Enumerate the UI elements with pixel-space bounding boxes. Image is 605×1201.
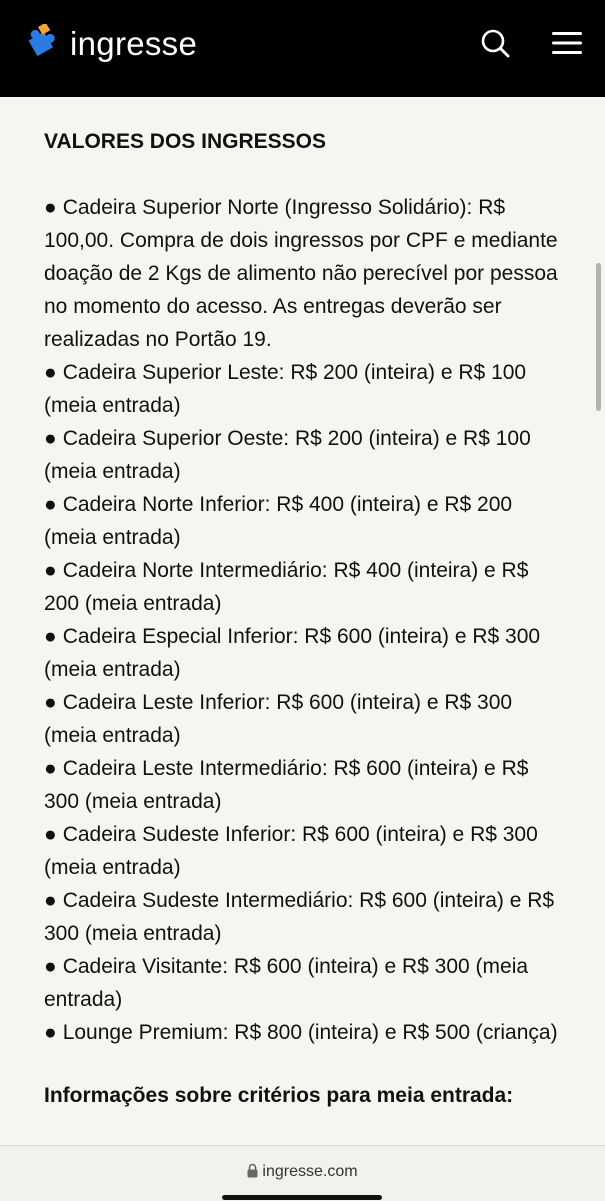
price-item-text: Cadeira Especial Inferior: R$ 600 (inteira) e R$ 300 (meia entrada) xyxy=(44,625,541,681)
bullet-marker: ● xyxy=(44,1021,57,1044)
page-scrollbar[interactable] xyxy=(596,263,601,411)
price-list-item xyxy=(44,884,564,950)
price-item-text: Cadeira Leste Intermediário: R$ 600 (inteira) e R$ 300 (meia entrada) xyxy=(44,757,529,813)
price-item-text: Cadeira Superior Oeste: R$ 200 (inteira) e R$ 100 (meia entrada) xyxy=(44,427,531,483)
lock-icon xyxy=(247,1163,258,1178)
price-item-text: Cadeira Norte Intermediário: R$ 400 (inteira) e R$ 200 (meia entrada) xyxy=(44,559,529,615)
info-title: Informações sobre critérios para meia entrada: xyxy=(44,1084,514,1107)
price-item-text: Cadeira Superior Leste: R$ 200 (inteira) e R$ 100 (meia entrada) xyxy=(44,361,527,417)
bullet-marker: ● xyxy=(44,691,57,714)
brand-name[interactable]: ingresse xyxy=(70,25,198,62)
price-list-item xyxy=(44,818,564,884)
price-list-item xyxy=(44,950,564,1016)
price-list-item xyxy=(44,620,564,686)
price-item-text: Cadeira Leste Inferior: R$ 600 (inteira) e R$ 300 (meia entrada) xyxy=(44,691,513,747)
price-list-item xyxy=(44,356,564,422)
page-content xyxy=(44,97,564,1145)
price-list xyxy=(44,191,564,1049)
price-item-text: Cadeira Sudeste Intermediário: R$ 600 (inteira) e R$ 300 (meia entrada) xyxy=(44,889,555,945)
puzzle-logo-icon[interactable] xyxy=(24,24,60,60)
bullet-marker: ● xyxy=(44,493,57,516)
bullet-marker: ● xyxy=(44,361,57,384)
url-text: ingresse.com xyxy=(262,1163,358,1180)
bullet-marker: ● xyxy=(44,625,57,648)
price-list-item xyxy=(44,191,564,356)
price-item-text: Cadeira Sudeste Inferior: R$ 600 (inteira) e R$ 300 (meia entrada) xyxy=(44,823,538,879)
bullet-marker: ● xyxy=(44,955,57,978)
hamburger-menu-icon[interactable] xyxy=(550,28,584,58)
price-item-text: Lounge Premium: R$ 800 (inteira) e R$ 500 (criança) xyxy=(62,1021,558,1044)
price-list-item xyxy=(44,422,564,488)
price-list-item xyxy=(44,554,564,620)
section-title: VALORES DOS INGRESSOS xyxy=(44,130,326,153)
price-list-item xyxy=(44,1016,564,1049)
bullet-marker: ● xyxy=(44,757,57,780)
bullet-marker: ● xyxy=(44,196,57,219)
bullet-marker: ● xyxy=(44,427,57,450)
price-item-text: Cadeira Superior Norte (Ingresso Solidário): R$ 100,00. Compra de dois ingressos por CPF e mediante doação de 2 Kgs de alimento não perecível por pessoa no momento do acesso. As entregas deverão ser realizadas no Portão 19. xyxy=(44,196,558,351)
bullet-marker: ● xyxy=(44,889,57,912)
price-list-item xyxy=(44,686,564,752)
url-display[interactable] xyxy=(0,1162,605,1182)
app-header xyxy=(0,0,605,97)
bullet-marker: ● xyxy=(44,559,57,582)
browser-address-bar xyxy=(0,1145,605,1201)
price-list-item xyxy=(44,752,564,818)
home-indicator[interactable] xyxy=(222,1195,382,1200)
price-item-text: Cadeira Visitante: R$ 600 (inteira) e R$ 300 (meia entrada) xyxy=(44,955,529,1011)
price-item-text: Cadeira Norte Inferior: R$ 400 (inteira) e R$ 200 (meia entrada) xyxy=(44,493,513,549)
search-icon[interactable] xyxy=(478,26,512,60)
price-list-item xyxy=(44,488,564,554)
bullet-marker: ● xyxy=(44,823,57,846)
